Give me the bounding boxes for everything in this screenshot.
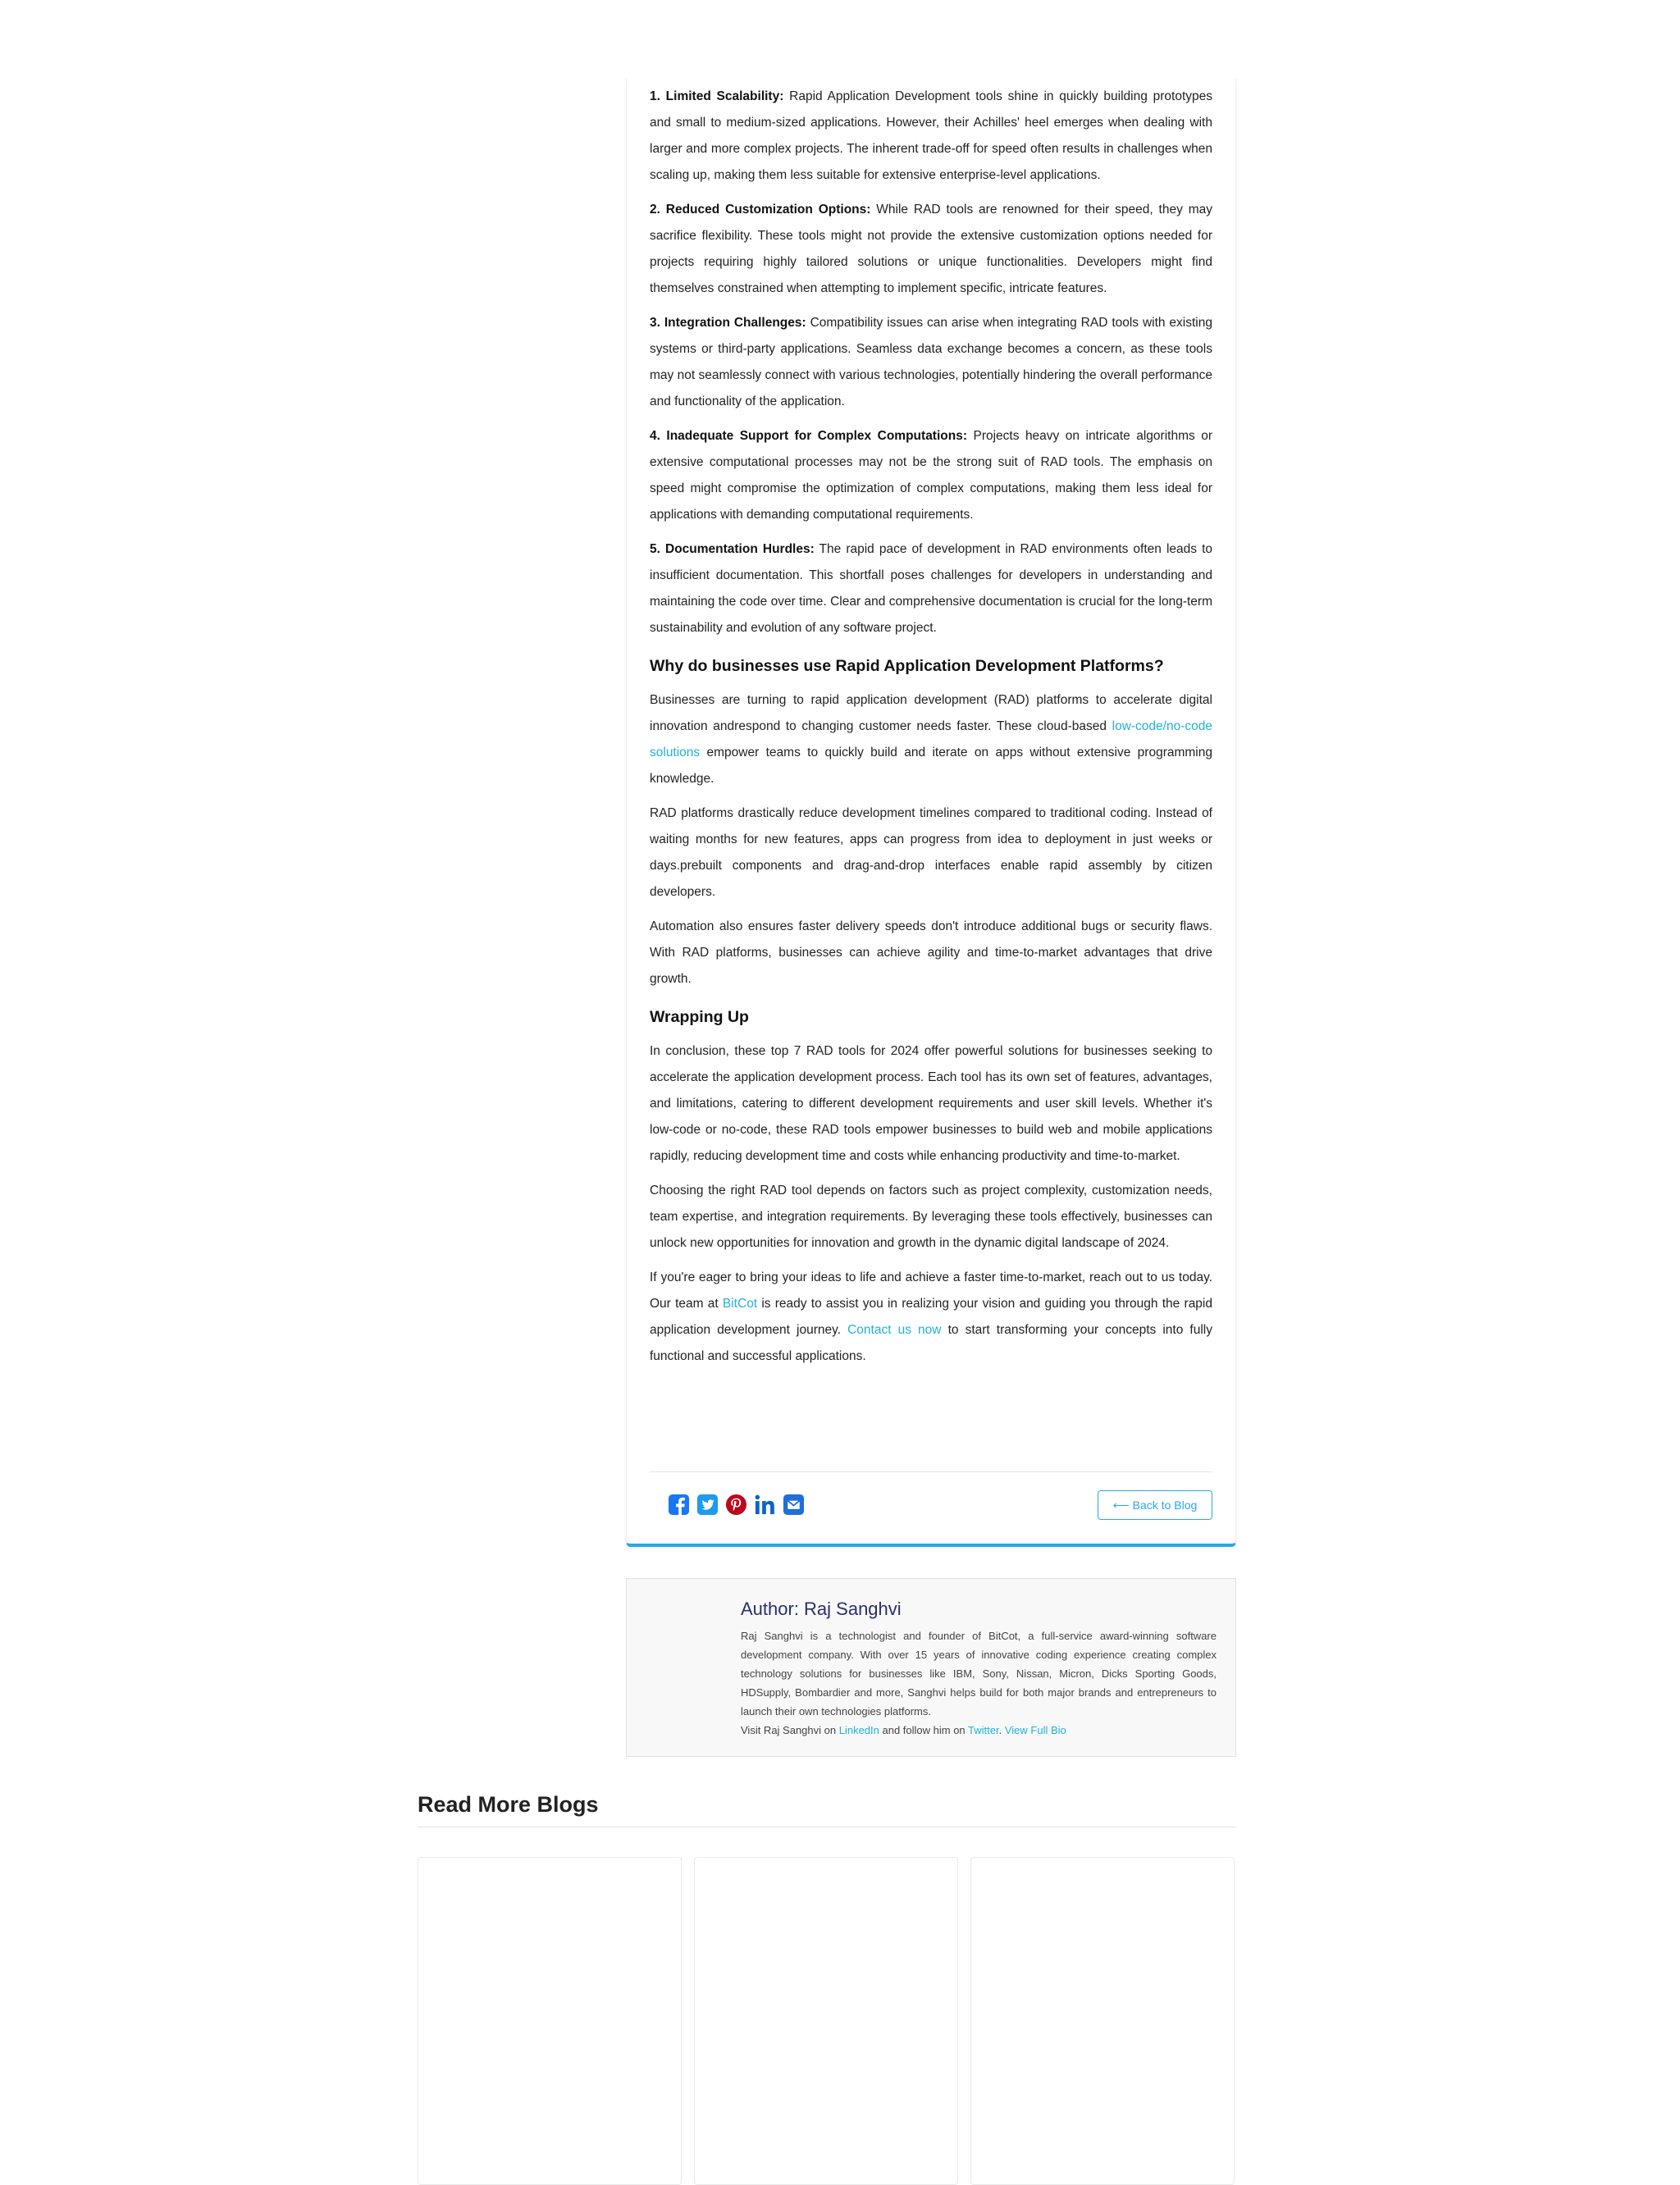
para-text: Projects heavy on intricate algorithms or extensive computational processes may not be the strong suit of RAD tools. The emphasis on speed might compromise the optimization of complex computations, making them less ideal for applications with demanding computational requirements.: [650, 429, 1212, 522]
paragraph-wrap-3: [650, 1265, 1212, 1370]
share-icons: [668, 1494, 805, 1516]
para-text: Rapid Application Development tools shine in quickly building prototypes and small to medium-sized applications. However, their Achilles' heel emerges when dealing with larger and more complex projects. The inherent trade-off for speed often results in challenges when scaling up, making them less suitable for extensive enterprise-level applications.: [650, 89, 1212, 182]
share-row: [650, 1471, 1212, 1538]
heading-why-businesses: Why do businesses use Rapid Application Development Platforms?: [650, 657, 1164, 675]
paragraph-why-3: Automation also ensures faster delivery speeds don't introduce additional bugs or security flaws. With RAD platforms, businesses can achieve agility and time-to-market advantages that drive growth.: [650, 919, 1212, 986]
bitcot-link[interactable]: BitCot: [722, 1297, 758, 1311]
heading-wrapping-up: Wrapping Up: [650, 1008, 749, 1026]
back-to-blog-button[interactable]: ⟵ Back to Blog: [1098, 1490, 1212, 1520]
author-title: Author: Raj Sanghvi: [741, 1599, 902, 1619]
read-more-blogs-heading: Read More Blogs: [418, 1788, 1236, 1827]
blog-card-1[interactable]: [418, 1857, 682, 2185]
blog-card-3[interactable]: [970, 1857, 1235, 2185]
para-label: 3. Integration Challenges:: [650, 316, 806, 330]
text-span: Businesses are turning to rapid application development (RAD) platforms to accelerate digital innovation andrespond to changing customer needs faster. These cloud-based: [650, 693, 1212, 733]
view-full-bio-link[interactable]: View Full Bio: [1004, 1724, 1066, 1736]
text-span: If you're eager to bring your ideas to life and achieve a faster time-to-market, reach out to us today. Our team at: [650, 1270, 1212, 1311]
para-label: 2. Reduced Customization Options:: [650, 203, 871, 217]
linkedin-icon[interactable]: [754, 1494, 776, 1516]
email-icon[interactable]: [783, 1494, 805, 1516]
paragraph-documentation-hurdles: [650, 536, 1212, 641]
text-span: to start transforming your concepts into fully functional and successful applications.: [650, 1323, 1212, 1363]
author-links: [741, 1721, 1217, 1740]
article-body: [650, 79, 1212, 1370]
paragraph-why-2: RAD platforms drastically reduce development timelines compared to traditional coding. Instead of waiting months for new features, apps can progress from idea to deployment in just weeks or days.prebuilt components and drag-and-drop interfaces enable rapid assembly by citizen developers.: [650, 806, 1212, 899]
paragraph-wrap-1: In conclusion, these top 7 RAD tools for 2024 offer powerful solutions for businesses seeking to accelerate the application development process. Each tool has its own set of features, advantages, and limitations, catering to different development requirements and user skill levels. Whether it's low-code or no-code, these RAD tools empower businesses to build web and mobile applications rapidly, reducing development time and costs while enhancing productivity and time-to-market.: [650, 1044, 1212, 1163]
para-label: 4. Inadequate Support for Complex Computations:: [650, 429, 967, 443]
author-twitter-link[interactable]: Twitter: [968, 1724, 999, 1736]
blog-card-2[interactable]: [694, 1857, 958, 2185]
text-span: and follow him on: [879, 1724, 969, 1736]
para-label: 1. Limited Scalability:: [650, 89, 784, 103]
text-span: Visit Raj Sanghvi on: [741, 1724, 839, 1736]
low-code-solutions-link[interactable]: low-code/no-code solutions: [650, 719, 1212, 760]
para-text: While RAD tools are renowned for their speed, they may sacrifice flexibility. These tools might not provide the extensive customization options needed for projects requiring highly tailored solutions or unique functionalities. Developers might find themselves constrained when attempting to implement specific, intricate features.: [650, 203, 1212, 295]
paragraph-reduced-customization: [650, 197, 1212, 302]
paragraph-complex-computations: [650, 423, 1212, 528]
text-span: is ready to assist you in realizing your vision and guiding you through the rapid application development journey.: [650, 1297, 1212, 1337]
paragraph-limited-scalability: [650, 84, 1212, 189]
para-label: 5. Documentation Hurdles:: [650, 542, 815, 556]
article-card: [626, 79, 1236, 1547]
paragraph-why-1: [650, 687, 1212, 792]
author-info: [741, 1597, 1217, 1740]
twitter-icon[interactable]: [696, 1494, 719, 1516]
paragraph-integration-challenges: [650, 310, 1212, 415]
para-text: Compatibility issues can arise when integrating RAD tools with existing systems or third-party applications. Seamless data exchange becomes a concern, as these tools may not seamlessly connect with various technologies, potentially hindering the overall performance and functionality of the application.: [650, 316, 1212, 408]
contact-us-link[interactable]: Contact us now: [847, 1323, 942, 1337]
para-text: The rapid pace of development in RAD environments often leads to insufficient documentation. This shortfall poses challenges for developers in understanding and maintaining the code over time. Clear and comprehensive documentation is crucial for the long-term sustainability and evolution of any software project.: [650, 542, 1212, 635]
facebook-icon[interactable]: [668, 1494, 690, 1516]
author-bio: Raj Sanghvi is a technologist and founder of BitCot, a full-service award-winning software development company. With over 15 years of innovative coding experience creating complex technology solutions for businesses like IBM, Sony, Nissan, Micron, Dicks Sporting Goods, HDSupply, Bombardier and more, Sanghvi helps build for both major brands and entrepreneurs to launch their own technologies platforms.: [741, 1630, 1217, 1717]
author-box: [626, 1578, 1236, 1757]
pinterest-icon[interactable]: [725, 1494, 747, 1516]
text-span: .: [998, 1724, 1005, 1736]
paragraph-wrap-2: Choosing the right RAD tool depends on factors such as project complexity, customization needs, team expertise, and integration requirements. By leveraging these tools effectively, businesses can unlock new opportunities for innovation and growth in the dynamic digital landscape of 2024.: [650, 1184, 1212, 1250]
author-linkedin-link[interactable]: LinkedIn: [838, 1724, 879, 1736]
text-span: empower teams to quickly build and iterate on apps without extensive programming knowledge.: [650, 746, 1212, 786]
